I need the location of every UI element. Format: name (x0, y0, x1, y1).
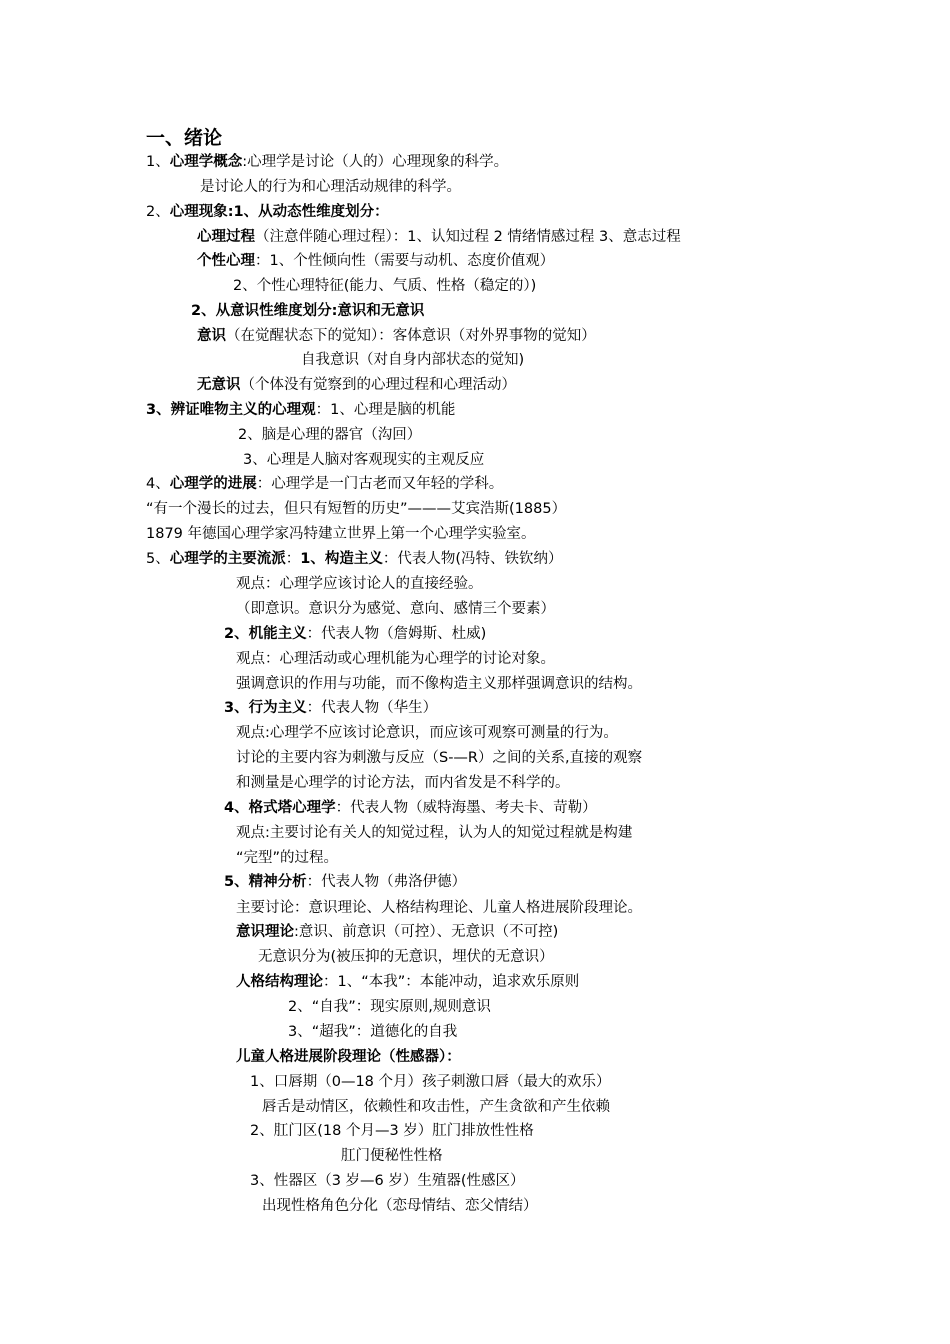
line-prefix: 1、 (146, 154, 170, 170)
section-title: 一、绪论 (146, 127, 223, 149)
text-line: 无意识分为(被压抑的无意识，埋伏的无意识） (258, 949, 554, 965)
term-bold: 心理学概念 (169, 154, 243, 170)
text-line: 3、心理是人脑对客观现实的主观反应 (243, 452, 485, 468)
line-text: （在觉醒状态下的觉知）：客体意识（对外界事物的觉知） (226, 328, 596, 344)
text-line (197, 326, 596, 346)
text-line: 肛门便秘性性格 (341, 1148, 443, 1164)
text-line (146, 474, 503, 494)
line-prefix: 5、 (146, 551, 170, 567)
term-bold: 2、机能主义 (224, 626, 307, 642)
text-line (146, 152, 508, 172)
term-bold: 3、辨证唯物主义的心理观 (146, 402, 316, 418)
text-line (146, 202, 389, 222)
text-line: 2、从意识性维度划分:意识和无意识 (191, 303, 425, 319)
term-bold: 4、格式塔心理学 (224, 800, 336, 816)
line-text: ：心理学是一门古老而又年轻的学科。 (256, 476, 504, 492)
line-text: ： (285, 551, 301, 567)
text-line: 是讨论人的行为和心理活动规律的科学。 (200, 179, 461, 195)
line-prefix: 2、 (146, 204, 170, 220)
line-text: ：代表人物（弗洛伊德） (306, 874, 467, 890)
text-line: 观点：心理活动或心理机能为心理学的讨论对象。 (236, 651, 555, 667)
line-text: （注意伴随心理过程）：1、认知过程 2 情绪情感过程 3、意志过程 (255, 229, 681, 245)
text-line: 和测量是心理学的讨论方法，而内省发是不科学的。 (236, 775, 570, 791)
text-line: 3、“超我”：道德化的自我 (288, 1024, 458, 1040)
line-text: ：代表人物（威特海墨、考夫卡、苛勒） (335, 800, 597, 816)
text-line: （即意识。意识分为感觉、意向、感情三个要素） (236, 601, 555, 617)
term-bold: 心理学的主要流派 (169, 551, 286, 567)
text-line: 3、性器区（3 岁—6 岁）生殖器(性感区） (250, 1173, 525, 1189)
text-line (197, 375, 516, 395)
term-bold: 心理现象:1、从动态性维度划分： (169, 204, 389, 220)
text-line (224, 624, 486, 644)
text-line: 观点：心理学应该讨论人的直接经验。 (236, 576, 483, 592)
term-bold: 意识理论 (236, 924, 294, 940)
line-text: ：1、个性倾向性（需要与动机、态度价值观） (255, 253, 555, 269)
term-bold: 意识 (197, 328, 226, 344)
text-line: 2、肛门区(18 个月—3 岁）肛门排放性性格 (250, 1123, 534, 1139)
text-line: 唇舌是动情区，依赖性和攻击性，产生贪欲和产生依赖 (262, 1099, 610, 1115)
text-line: 观点:心理学不应该讨论意识，而应该可观察可测量的行为。 (236, 725, 618, 741)
text-line (146, 549, 562, 569)
line-text: :意识、前意识（可控）、无意识（不可控) (294, 924, 559, 940)
term-bold: 1、构造主义 (300, 551, 383, 567)
line-text: ：1、心理是脑的机能 (315, 402, 456, 418)
term-bold: 无意识 (197, 377, 241, 393)
term-bold: 心理过程 (197, 229, 255, 245)
line-text: ：代表人物（詹姆斯、杜威) (306, 626, 487, 642)
line-text: :心理学是讨论（人的）心理现象的科学。 (242, 154, 509, 170)
text-line: “完型”的过程。 (236, 850, 339, 866)
text-line (236, 972, 579, 992)
text-line (224, 798, 597, 818)
text-line: 自我意识（对自身内部状态的觉知) (301, 352, 525, 368)
term-bold: 人格结构理论 (236, 974, 323, 990)
text-line (197, 227, 681, 247)
line-text: ：代表人物(冯特、铁钦纳） (382, 551, 563, 567)
term-bold: 3、行为主义 (224, 700, 307, 716)
text-line (197, 251, 554, 271)
text-line (146, 400, 455, 420)
text-line: 2、脑是心理的器官（沟回） (238, 427, 422, 443)
line-text: （个体没有觉察到的心理过程和心理活动） (240, 377, 516, 393)
text-line: “有一个漫长的过去，但只有短暂的历史”———艾宾浩斯(1885） (146, 501, 567, 517)
line-text: ：1、“本我”：本能冲动，追求欢乐原则 (323, 974, 580, 990)
text-line (224, 872, 466, 892)
text-line (224, 698, 437, 718)
text-line (236, 922, 558, 942)
text-line: 1879 年德国心理学家冯特建立世界上第一个心理学实验室。 (146, 526, 536, 542)
text-line: 讨论的主要内容为刺激与反应（S-—R）之间的关系,直接的观察 (236, 750, 643, 766)
line-prefix: 4、 (146, 476, 170, 492)
term-bold: 5、精神分析 (224, 874, 307, 890)
text-line: 1、口唇期（0—18 个月）孩子刺激口唇（最大的欢乐） (250, 1074, 611, 1090)
text-line: 出现性格角色分化（恋母情结、恋父情结） (262, 1198, 538, 1214)
text-line: 2、个性心理特征(能力、气质、性格（稳定的）) (233, 278, 537, 294)
text-line: 观点:主要讨论有关人的知觉过程，认为人的知觉过程就是构建 (236, 825, 633, 841)
text-line: 主要讨论：意识理论、人格结构理论、儿童人格进展阶段理论。 (236, 900, 642, 916)
term-bold: 心理学的进展 (169, 476, 257, 492)
text-line: 儿童人格进展阶段理论（性感器）： (236, 1049, 461, 1065)
term-bold: 个性心理 (197, 253, 255, 269)
text-line: 强调意识的作用与功能，而不像构造主义那样强调意识的结构。 (236, 676, 642, 692)
text-line: 2、“自我”：现实原则,规则意识 (288, 999, 491, 1015)
line-text: ：代表人物（华生） (306, 700, 438, 716)
